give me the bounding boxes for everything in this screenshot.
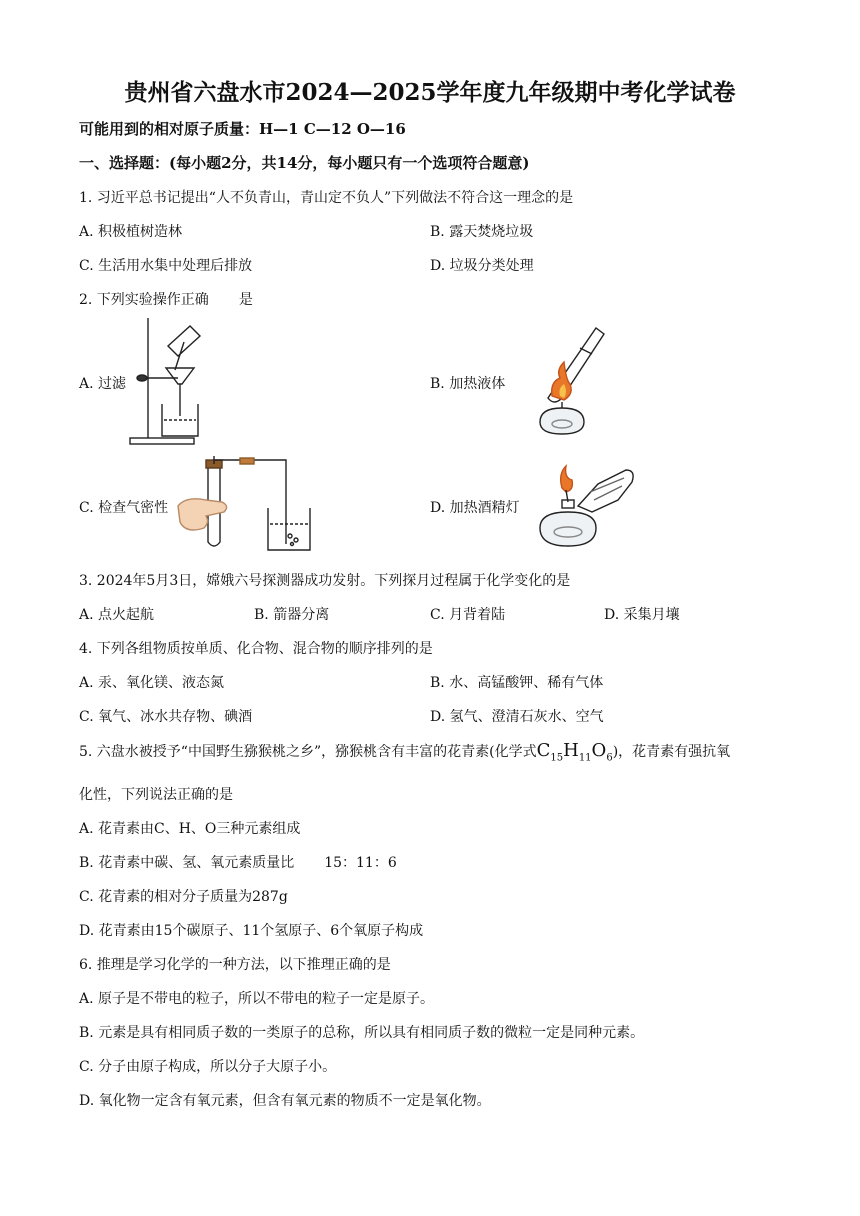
question-2-stem: 2. 下列实验操作正确 是	[79, 292, 253, 308]
q1-option-b: B. 露天焚烧垃圾	[430, 224, 534, 240]
question-5-stem-cont: 化性，下列说法正确的是	[79, 787, 233, 803]
q1-option-c: C. 生活用水集中处理后排放	[79, 258, 253, 274]
q3-option-c: C. 月背着陆	[430, 607, 506, 623]
question-6-stem: 6. 推理是学习化学的一种方法，以下推理正确的是	[79, 957, 391, 973]
filtration-figure	[128, 316, 212, 446]
q1-option-d: D. 垃圾分类处理	[430, 258, 534, 274]
lighting-alcohol-lamp-figure	[528, 456, 638, 554]
chemical-formula: $C_{15}H_{11}O_6$	[536, 740, 613, 764]
question-3-stem: 3. 2024年5月3日，嫦娥六号探测器成功发射。下列探月过程属于化学变化的是	[79, 573, 571, 589]
question-1-stem: 1. 习近平总书记提出“人不负青山，青山定不负人”下列做法不符合这一理念的是	[79, 190, 574, 206]
page-title: 贵州省六盘水市2024—2025学年度九年级期中考化学试卷	[124, 79, 736, 106]
q5-option-c: C. 花青素的相对分子质量为287g	[79, 889, 288, 905]
q6-option-c: C. 分子由原子构成，所以分子大原子小。	[79, 1059, 337, 1075]
question-5-stem: 5. 六盘水被授予“中国野生猕猴桃之乡”，猕猴桃含有丰富的花青素(化学式$C_{15}H_{11}O_6$)，花青素有强抗氧	[79, 740, 731, 764]
q5-option-b: B. 花青素中碳、氢、氧元素质量比 15：11：6	[79, 855, 397, 871]
q4-option-c: C. 氧气、冰水共存物、碘酒	[79, 709, 253, 725]
q2-option-c: C. 检查气密性	[79, 500, 169, 516]
q5-option-a: A. 花青素由C、H、O三种元素组成	[79, 821, 301, 837]
atomic-mass-note: 可能用到的相对原子质量：H—1 C—12 O—16	[79, 120, 406, 138]
q3-option-d: D. 采集月壤	[604, 607, 680, 623]
airtightness-check-figure	[176, 456, 326, 554]
q2-option-a: A. 过滤	[79, 376, 127, 392]
q4-option-b: B. 水、高锰酸钾、稀有气体	[430, 675, 604, 691]
q4-option-d: D. 氢气、澄清石灰水、空气	[430, 709, 604, 725]
heating-liquid-figure	[510, 322, 610, 440]
q5-option-d: D. 花青素由15个碳原子、11个氢原子、6个氧原子构成	[79, 923, 424, 939]
q3-option-b: B. 箭器分离	[254, 607, 330, 623]
q6-option-a: A. 原子是不带电的粒子，所以不带电的粒子一定是原子。	[79, 991, 435, 1007]
question-4-stem: 4. 下列各组物质按单质、化合物、混合物的顺序排列的是	[79, 641, 433, 657]
q2-option-b: B. 加热液体	[430, 376, 506, 392]
section-heading: 一、选择题：(每小题2分，共14分，每小题只有一个选项符合题意)	[79, 154, 530, 172]
q4-option-a: A. 汞、氧化镁、液态氮	[79, 675, 225, 691]
q6-option-b: B. 元素是具有相同质子数的一类原子的总称，所以具有相同质子数的微粒一定是同种元素。	[79, 1025, 645, 1041]
q3-option-a: A. 点火起航	[79, 607, 155, 623]
q1-option-a: A. 积极植树造林	[79, 224, 183, 240]
q2-option-d: D. 加热酒精灯	[430, 500, 520, 516]
q6-option-d: D. 氧化物一定含有氧元素，但含有氧元素的物质不一定是氧化物。	[79, 1093, 491, 1109]
